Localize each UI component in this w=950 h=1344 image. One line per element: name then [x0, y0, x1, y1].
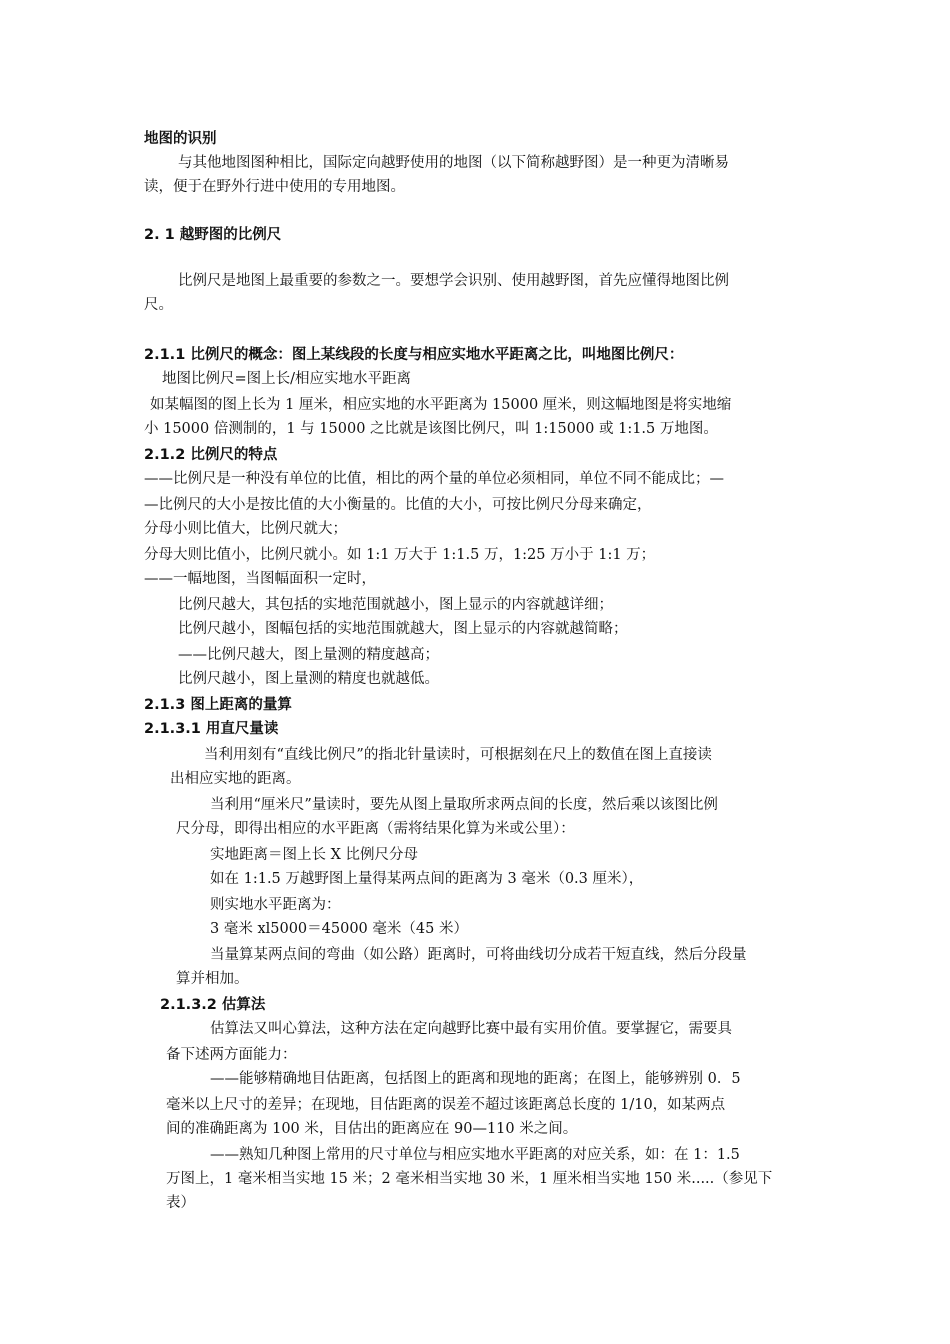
section-2-1-3-2-p3-1: ——熟知几种图上常用的尺寸单位与相应实地水平距离的对应关系，如：在 1：1.5 [210, 1147, 740, 1163]
section-2-1-3-2-p2-1: ——能够精确地目估距离，包括图上的距离和现地的距离；在图上，能够辨别 0．5 [210, 1071, 741, 1087]
section-2-1-3-2-p1-1: 估算法又叫心算法，这种方法在定向越野比赛中最有实用价值。要掌握它，需要具 [210, 1021, 732, 1037]
section-2-1-3-2-p2-3: 间的准确距离为 100 米，目估出的距离应在 90—110 米之间。 [166, 1121, 578, 1137]
section-2-1-3-1-example-3: 3 毫米 xl5000＝45000 毫米（45 米） [210, 921, 468, 937]
section-2-1-1-formula: 地图比例尺=图上长/相应实地水平距离 [162, 371, 412, 387]
section-2-1-3-1-p1-2: 出相应实地的距离。 [170, 771, 301, 787]
section-2-1-3-1-formula: 实地距离＝图上长 X 比例尺分母 [210, 847, 419, 863]
section-2-1-2-heading: 2.1.2 比例尺的特点 [144, 447, 278, 463]
section-2-1-2-line-2: —比例尺的大小是按比值的大小衡量的。比值的大小，可按比例尺分母来确定， [144, 497, 652, 513]
section-2-1-3-heading: 2.1.3 图上距离的量算 [144, 697, 292, 713]
section-2-1-3-1-p2-1: 当利用“厘米尺”量读时，要先从图上量取所求两点间的长度，然后乘以该图比例 [210, 797, 718, 813]
section-2-1-2-indent-4: 比例尺越小，图上量测的精度也就越低。 [178, 671, 439, 687]
section-2-1-3-2-p2-2: 毫米以上尺寸的差异；在现地，目估距离的误差不超过该距离总长度的 1/10，如某两点 [166, 1097, 726, 1113]
intro-line-2: 读，便于在野外行进中使用的专用地图。 [144, 179, 405, 195]
section-2-1-heading: 2. 1 越野图的比例尺 [144, 227, 282, 243]
section-2-1-3-2-p3-3: 表） [166, 1195, 195, 1211]
section-2-1-para-2: 尺。 [144, 297, 173, 313]
section-2-1-3-2-p3-2: 万图上，1 毫米相当实地 15 米；2 毫米相当实地 30 米，1 厘米相当实地 150 米.....（参见下 [166, 1171, 773, 1187]
section-2-1-1-heading: 2.1.1 比例尺的概念：图上某线段的长度与相应实地水平距离之比，叫地图比例尺： [144, 347, 684, 363]
section-2-1-para-1: 比例尺是地图上最重要的参数之一。要想学会识别、使用越野图，首先应懂得地图比例 [178, 273, 729, 289]
section-2-1-3-1-p3-2: 算并相加。 [176, 971, 249, 987]
intro-line-1: 与其他地图图种相比，国际定向越野使用的地图（以下简称越野图）是一种更为清晰易 [178, 155, 729, 171]
section-2-1-3-1-heading: 2.1.3.1 用直尺量读 [144, 721, 279, 737]
section-2-1-3-1-p2-2: 尺分母，即得出相应的水平距离（需将结果化算为米或公里）： [176, 821, 575, 837]
section-2-1-3-1-p3-1: 当量算某两点间的弯曲（如公路）距离时，可将曲线切分成若干短直线，然后分段量 [210, 947, 747, 963]
section-2-1-1-example-1: 如某幅图的图上长为 1 厘米，相应实地的水平距离为 15000 厘米，则这幅地图是将实地缩 [150, 397, 732, 413]
section-2-1-2-indent-3: ——比例尺越大，图上量测的精度越高； [178, 647, 439, 663]
section-2-1-2-indent-2: 比例尺越小，图幅包括的实地范围就越大，图上显示的内容就越简略； [178, 621, 628, 637]
document-title: 地图的识别 [144, 131, 217, 147]
section-2-1-3-1-p1-1: 当利用刻有“直线比例尺”的指北针量读时，可根据刻在尺上的数值在图上直接读 [204, 747, 712, 763]
section-2-1-3-2-p1-2: 备下述两方面能力： [166, 1047, 297, 1063]
section-2-1-2-line-1: ——比例尺是一种没有单位的比值，相比的两个量的单位必须相同，单位不同不能成比；— [144, 471, 724, 487]
section-2-1-2-line-5: ——一幅地图，当图幅面积一定时， [144, 571, 376, 587]
section-2-1-2-line-3: 分母小则比值大，比例尺就大； [144, 521, 347, 537]
section-2-1-3-1-example-1: 如在 1:1.5 万越野图上量得某两点间的距离为 3 毫米（0.3 厘米）， [210, 871, 644, 887]
section-2-1-3-1-example-2: 则实地水平距离为： [210, 897, 341, 913]
section-2-1-3-2-heading: 2.1.3.2 估算法 [160, 997, 266, 1013]
section-2-1-2-line-4: 分母大则比值小，比例尺就小。如 1:1 万大于 1:1.5 万，1:25 万小于 1:1 万； [144, 547, 656, 563]
section-2-1-2-indent-1: 比例尺越大，其包括的实地范围就越小，图上显示的内容就越详细； [178, 597, 613, 613]
section-2-1-1-example-2: 小 15000 倍测制的，1 与 15000 之比就是该图比例尺，叫 1:15000 或 1:1.5 万地图。 [144, 421, 718, 437]
